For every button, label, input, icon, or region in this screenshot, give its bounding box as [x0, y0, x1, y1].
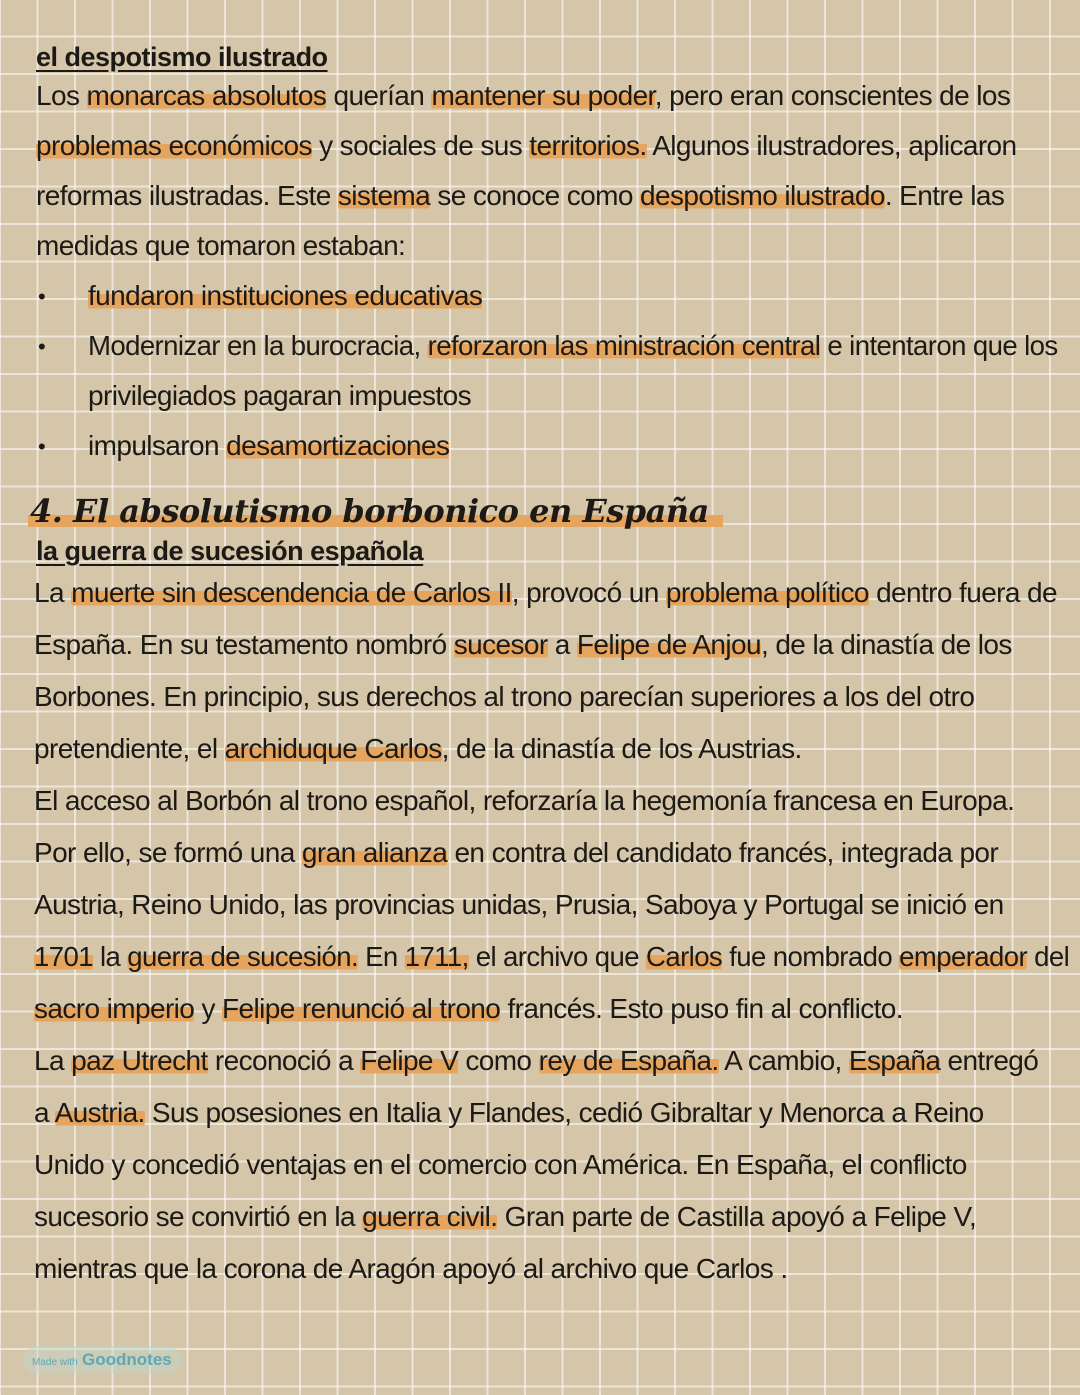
text-segment: impulsaron [88, 430, 227, 461]
highlighted-text: sucesor [453, 629, 548, 660]
text-segment: Sus posesiones en Italia y Flandes, cedió Gibraltar y Menorca a Reino [144, 1097, 984, 1128]
text-segment: . Entre las [884, 180, 1005, 211]
text-line [36, 230, 405, 262]
text-line [34, 681, 974, 713]
text-segment: La [34, 1045, 72, 1076]
text-segment: El acceso al Borbón al trono español, reforzaría la hegemonía francesa en Europa. [34, 785, 1015, 816]
text-segment: , de la dinastía de los [760, 629, 1012, 660]
text-line [36, 130, 1017, 162]
highlighted-text: gran alianza [301, 837, 448, 868]
bullet-icon: • [38, 434, 46, 459]
text-line [88, 380, 471, 412]
text-segment: medidas que tomaron estaban: [36, 230, 406, 261]
highlighted-text: monarcas absolutos [86, 80, 327, 111]
highlighted-text: archiduque Carlos [224, 733, 442, 764]
text-segment: fue nombrado [722, 941, 900, 972]
text-segment: se conoce como [430, 180, 640, 211]
section-subtitle: el despotismo ilustrado [36, 42, 328, 72]
highlighted-text: problema político [665, 577, 869, 608]
highlighted-text: muerte sin descendencia de Carlos II [71, 577, 512, 608]
text-segment: Los [36, 80, 87, 111]
text-segment: Algunos ilustradores, aplicaron [646, 130, 1017, 161]
text-line [88, 430, 449, 462]
highlighted-text: rey de España. [538, 1045, 719, 1076]
text-segment: , pero eran conscientes de los [654, 80, 1011, 111]
text-segment: Modernizar en la burocracia, [88, 330, 428, 361]
text-segment: , de la dinastía de los Austrias. [441, 733, 802, 764]
text-segment: Por ello, se formó una [34, 837, 302, 868]
text-line [34, 1045, 1038, 1077]
text-segment: y [194, 993, 223, 1024]
section-heading: 4. El absolutismo borbonico en España [28, 492, 723, 530]
text-line [34, 889, 1004, 921]
text-line [34, 1149, 967, 1181]
text-segment: reformas ilustradas. Este [36, 180, 338, 211]
text-segment: Gran parte de Castilla apoyó a Felipe V, [497, 1201, 977, 1232]
watermark-brand: Goodnotes [82, 1350, 172, 1369]
text-line [34, 941, 1069, 973]
text-segment: Borbones. En principio, sus derechos al trono parecían superiores a los del otro [34, 681, 975, 712]
text-segment: en contra del candidato francés, integrada por [447, 837, 999, 868]
text-line [36, 180, 1004, 212]
text-line [34, 1201, 976, 1233]
highlighted-text: sistema [337, 180, 431, 211]
highlighted-text: territorios. [529, 130, 647, 161]
highlighted-text: reforzaron las ministración central [427, 330, 821, 361]
text-segment: A cambio, [718, 1045, 849, 1076]
text-segment: dentro fuera de [868, 577, 1057, 608]
text-line [34, 993, 903, 1025]
text-segment: entregó [940, 1045, 1039, 1076]
highlighted-text: mantener su poder [431, 80, 655, 111]
text-segment: a [547, 629, 577, 660]
highlighted-text: Austria. [54, 1097, 145, 1128]
text-segment: reconoció a [207, 1045, 361, 1076]
text-segment: mientras que la corona de Aragón apoyó al archivo que Carlos . [34, 1253, 788, 1284]
text-segment: España. En su testamento nombró [34, 629, 454, 660]
text-line [34, 785, 1014, 817]
text-segment: Unido y concedió ventajas en el comercio con América. En España, el conflicto [34, 1149, 967, 1180]
highlighted-text: guerra de sucesión. [127, 941, 359, 972]
text-segment: el archivo que [468, 941, 647, 972]
watermark-small: Made with [32, 1357, 78, 1368]
highlighted-text: España [848, 1045, 941, 1076]
text-segment: La [34, 577, 72, 608]
highlighted-text: sacro imperio [34, 993, 195, 1024]
highlighted-text: problemas económicos [36, 130, 312, 161]
text-line [36, 80, 1010, 112]
text-line [88, 330, 1058, 362]
text-segment: a [34, 1097, 55, 1128]
section-subtitle: la guerra de sucesión española [36, 536, 424, 566]
text-segment: En [358, 941, 405, 972]
text-segment: del [1027, 941, 1070, 972]
text-line [34, 1097, 984, 1129]
bullet-icon: • [38, 334, 46, 359]
highlighted-text: fundaron instituciones educativas [88, 280, 483, 311]
text-segment: Austria, Reino Unido, las provincias unidas, Prusia, Saboya y Portugal se inició en [34, 889, 1004, 920]
highlighted-text: Felipe V [360, 1045, 459, 1076]
bullet-icon: • [38, 284, 46, 309]
highlighted-text: Felipe de Anjou [576, 629, 761, 660]
highlighted-text: 1711, [404, 941, 469, 972]
highlighted-text: guerra civil. [362, 1201, 498, 1232]
text-line [88, 280, 482, 312]
text-line [34, 1253, 788, 1285]
text-line [34, 837, 998, 869]
goodnotes-watermark [22, 1346, 182, 1374]
text-line [34, 629, 1012, 661]
highlighted-text: desamortizaciones [226, 430, 450, 461]
text-segment: la [92, 941, 128, 972]
text-segment: e intentaron que los [820, 330, 1058, 361]
highlighted-text: Carlos [646, 941, 723, 972]
text-segment: , provocó un [511, 577, 666, 608]
text-segment: sucesorio se convirtió en la [34, 1201, 363, 1232]
highlighted-text: Felipe renunció al trono [222, 993, 501, 1024]
text-line [34, 733, 802, 765]
text-segment: pretendiente, el [34, 733, 225, 764]
highlighted-text: despotismo ilustrado [640, 180, 885, 211]
text-segment: francés. Esto puso fin al conflicto. [500, 993, 903, 1024]
text-line [34, 577, 1057, 609]
text-segment: privilegiados pagaran impuestos [88, 380, 471, 411]
highlighted-text: paz Utrecht [71, 1045, 208, 1076]
text-segment: y sociales de sus [311, 130, 530, 161]
highlighted-text: emperador [899, 941, 1028, 972]
text-segment: querían [326, 80, 432, 111]
text-segment: como [458, 1045, 539, 1076]
highlighted-text: 1701 [34, 941, 93, 972]
